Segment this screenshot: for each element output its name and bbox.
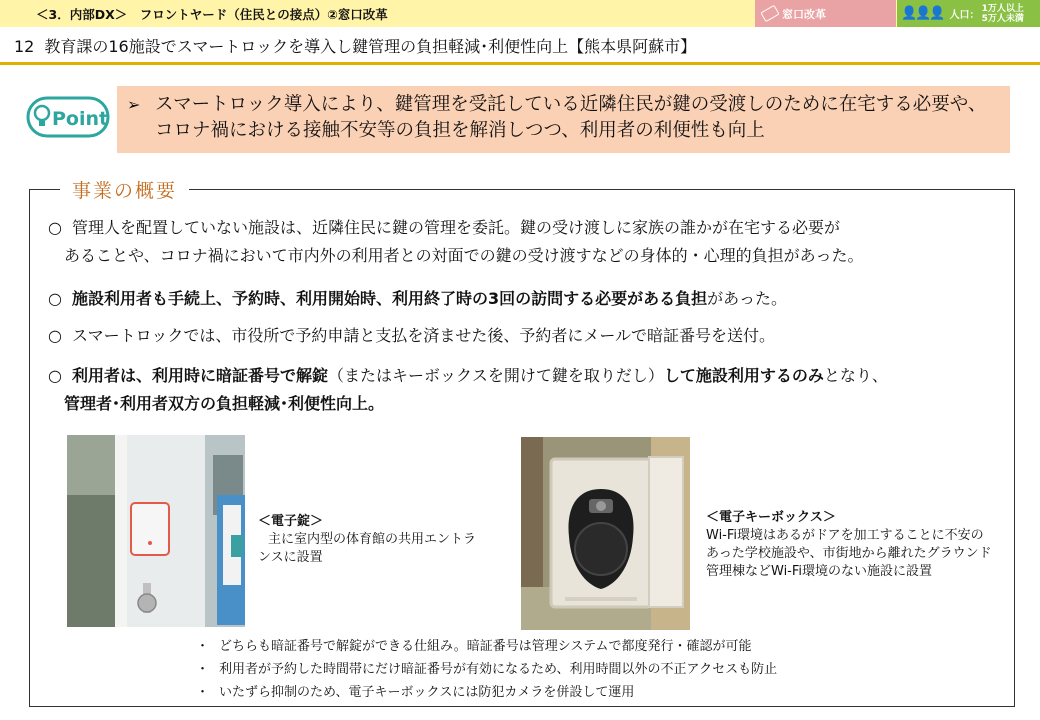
- population-tag: [897, 0, 1040, 27]
- breadcrumb: ＜3．内部DX＞ フロントヤード（住民との接点）②窓口改革: [36, 7, 388, 22]
- overview-heading: 事業の概要: [60, 176, 189, 203]
- electronic-keybox-caption-line3: 管理棟などWi-Fi環境のない施設に設置: [706, 564, 933, 579]
- item-4-tail: となり、: [823, 366, 888, 385]
- item-1-line-1: 管理人を配置していない施設は、近隣住民に鍵の管理を委託。鍵の受け渡しに家族の誰かが在宅する必要が: [72, 218, 841, 237]
- population-value: [982, 4, 1024, 24]
- electronic-lock-caption-line1: 主に室内型の体育館の共用エントラ: [268, 532, 477, 547]
- overview-item-1: [48, 214, 864, 270]
- svg-text:Point: Point: [52, 108, 109, 130]
- population-label: 人口：: [949, 10, 980, 21]
- electronic-keybox-caption: [706, 509, 992, 581]
- item-2-bold: 施設利用者も手続上、予約時、利用開始時、利用終了時の3回の訪問する必要がある負担: [72, 289, 708, 308]
- item-3-text: スマートロックでは、市役所で予約申請と支払を済ませた後、予約者にメールで暗証番号を送付。: [72, 326, 776, 345]
- note-item: ・ どちらも暗証番号で解錠ができる仕組み。暗証番号は管理システムで都度発行・確認が可能: [196, 635, 777, 658]
- point-text: スマートロック導入により、鍵管理を受託している近隣住民が鍵の受渡しのために在宅する必要や、コロナ禍における接触不安等の負担を解消しつつ、利用者の利便性も向上: [155, 94, 987, 141]
- circle-bullet: ○: [48, 289, 62, 308]
- item-2-tail: があった。: [707, 289, 787, 308]
- page-number: 12: [14, 37, 35, 56]
- note-item: ・ 利用者が予約した時間帯にだけ暗証番号が有効になるため、利用時間以外の不正アクセスも防止: [196, 658, 777, 681]
- electronic-keybox-caption-line1: Wi-Fi環境はあるがドアを加工することに不安の: [706, 528, 984, 543]
- electronic-lock-caption: [258, 513, 476, 567]
- title-divider: [0, 62, 1040, 65]
- circle-bullet: ○: [48, 218, 62, 237]
- item-4-line-2: 管理者･利用者双方の負担軽減･利便性向上。: [64, 394, 385, 413]
- item-4-bold-1: 利用者は、利用時に暗証番号で解錠: [72, 366, 329, 385]
- item-1-line-2: あることや、コロナ禍において市内外の利用者との対面での鍵の受け渡すなどの身体的・心理的負担があった。: [64, 246, 864, 265]
- notes-list: [196, 635, 777, 704]
- overview-item-4: [48, 362, 888, 418]
- electronic-lock-photo: [67, 435, 245, 627]
- item-4-normal: （またはキーボックスを開けて鍵を取りだし）: [328, 366, 664, 385]
- note-item: ・ いたずら抑制のため、電子キーボックスには防犯カメラを併設して運用: [196, 681, 777, 704]
- circle-bullet: ○: [48, 326, 62, 345]
- item-4-bold-2: して施設利用するのみ: [663, 366, 824, 385]
- tag-icon: [760, 5, 779, 23]
- page-title: [14, 34, 696, 57]
- arrow-bullet-icon: ➢: [127, 95, 141, 114]
- category-tag-label: 窓口改革: [782, 7, 826, 21]
- page-title-text: 教育課の16施設でスマートロックを導入し鍵管理の負担軽減･利便性向上【熊本県阿蘇市】: [44, 37, 697, 56]
- electronic-keybox-caption-heading: ＜電子キーボックス＞: [706, 510, 836, 525]
- point-logo: [26, 96, 110, 138]
- electronic-lock-caption-heading: ＜電子錠＞: [258, 514, 324, 529]
- population-value-line1: 1万人以上: [981, 3, 1024, 14]
- overview-item-3: [48, 322, 775, 350]
- point-box: [117, 86, 1010, 153]
- circle-bullet: ○: [48, 366, 62, 385]
- electronic-lock-caption-line2: ンスに設置: [258, 550, 323, 565]
- population-value-line2: 5万人未満: [981, 13, 1024, 24]
- category-tag: [755, 0, 896, 27]
- electronic-keybox-photo: [521, 437, 690, 630]
- overview-item-2: [48, 285, 787, 313]
- electronic-keybox-caption-line2: あった学校施設や、市街地から離れたグラウンド: [706, 546, 992, 561]
- people-icon: 👤👤👤: [901, 6, 944, 21]
